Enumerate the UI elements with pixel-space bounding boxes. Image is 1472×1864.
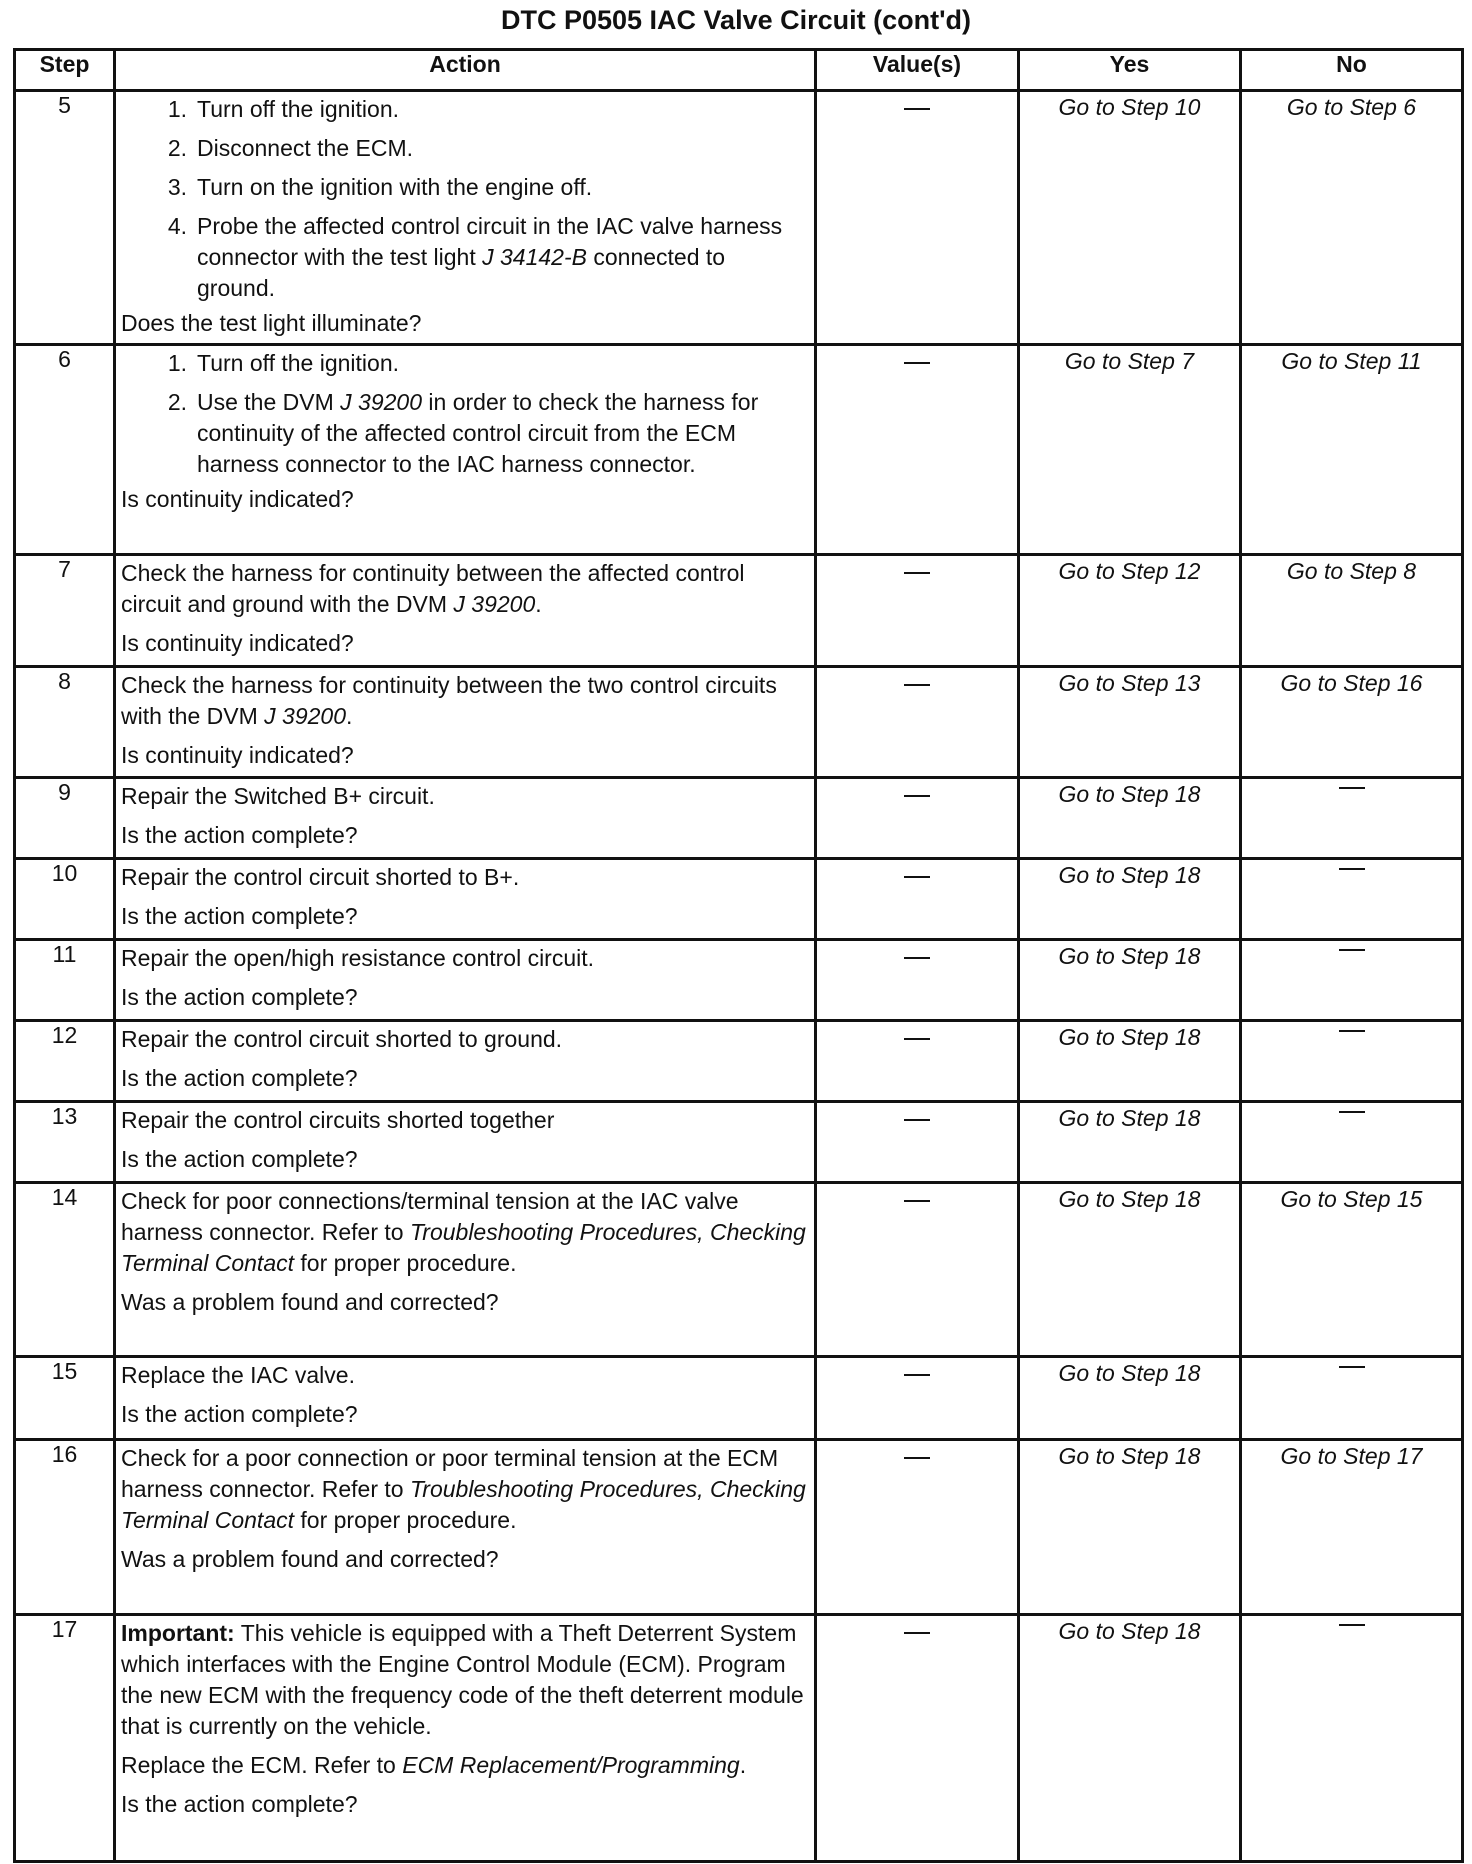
action-text: Repair the Switched B+ circuit.: [121, 783, 435, 809]
yes-goto-link[interactable]: Go to Step 13: [1058, 670, 1201, 696]
action-cell: [115, 1357, 816, 1440]
action-text: Replace the IAC valve.: [121, 1362, 355, 1388]
action-text-tail: for proper procedure.: [294, 1507, 517, 1533]
dash-mark: [904, 876, 930, 878]
table-row: [15, 345, 1463, 555]
dash-mark: [1339, 1111, 1365, 1113]
header-step: Step: [15, 50, 115, 91]
table-row: [15, 1102, 1463, 1183]
question-text: Is the action complete?: [121, 1146, 358, 1172]
question-text: Is continuity indicated?: [121, 742, 354, 768]
question-text: Is the action complete?: [121, 1401, 358, 1427]
no-cell: [1241, 1357, 1463, 1440]
value-cell: [816, 1357, 1019, 1440]
action-text-tail: .: [739, 1752, 747, 1778]
no-cell: [1241, 1440, 1463, 1615]
dash-mark: [904, 684, 930, 686]
action-text: Repair the control circuits shorted together: [121, 1107, 555, 1133]
question-text: Does the test light illuminate?: [121, 310, 422, 336]
question-text: Is the action complete?: [121, 903, 358, 929]
value-cell: [816, 1183, 1019, 1357]
question-text: Is continuity indicated?: [121, 630, 354, 656]
no-cell: [1241, 345, 1463, 555]
yes-goto-link[interactable]: Go to Step 18: [1058, 781, 1201, 807]
dash-mark: [904, 1200, 930, 1202]
no-cell: [1241, 91, 1463, 345]
no-goto-link[interactable]: Go to Step 6: [1286, 94, 1417, 120]
action-text: Repair the control circuit shorted to B+.: [121, 864, 520, 890]
action-cell: [115, 1440, 816, 1615]
yes-cell: [1019, 1615, 1241, 1862]
table-row: [15, 778, 1463, 859]
dash-mark: [904, 795, 930, 797]
tool-reference: J 39200: [453, 591, 536, 617]
dash-mark: [904, 1374, 930, 1376]
question-text: Was a problem found and corrected?: [121, 1546, 499, 1572]
list-item: [121, 133, 808, 164]
action-cell: [115, 555, 816, 667]
yes-cell: [1019, 1183, 1241, 1357]
list-item: [121, 172, 808, 203]
important-note: [121, 1618, 808, 1742]
yes-cell: [1019, 1357, 1241, 1440]
no-goto-link[interactable]: Go to Step 16: [1280, 670, 1423, 696]
yes-goto-link[interactable]: Go to Step 18: [1058, 1024, 1201, 1050]
value-cell: [816, 1021, 1019, 1102]
dash-mark: [904, 362, 930, 364]
value-cell: [816, 940, 1019, 1021]
table-row: [15, 555, 1463, 667]
value-cell: [816, 1615, 1019, 1862]
action-cell: [115, 778, 816, 859]
yes-cell: [1019, 91, 1241, 345]
list-text-tail: in order to check the harness for continuity of the affected control circuit from the ECM harness connector to the IAC harness connector.: [197, 389, 759, 477]
no-cell: [1241, 555, 1463, 667]
step-number: 15: [15, 1357, 115, 1440]
no-goto-link[interactable]: Go to Step 15: [1280, 1186, 1423, 1212]
action-cell: [115, 940, 816, 1021]
page-title: DTC P0505 IAC Valve Circuit (cont'd): [500, 5, 972, 35]
dash-mark: [1339, 1030, 1365, 1032]
question-text: Is the action complete?: [121, 822, 358, 848]
list-text-tail: connected to ground.: [197, 244, 726, 301]
no-goto-link[interactable]: Go to Step 11: [1281, 348, 1422, 374]
dash-mark: [904, 1632, 930, 1634]
action-text: Check for poor connections/terminal tension at the IAC valve harness connector. Refer to: [121, 1188, 739, 1245]
value-cell: [816, 1102, 1019, 1183]
yes-cell: [1019, 778, 1241, 859]
action-cell: [115, 1615, 816, 1862]
table-row: [15, 1357, 1463, 1440]
yes-goto-link[interactable]: Go to Step 18: [1058, 1186, 1201, 1212]
step-number: 9: [15, 778, 115, 859]
yes-goto-link[interactable]: Go to Step 18: [1058, 1443, 1201, 1469]
no-cell: [1241, 1615, 1463, 1862]
list-number: 2.: [167, 389, 187, 415]
action-text: Check for a poor connection or poor terminal tension at the ECM harness connector. Refer to: [121, 1445, 779, 1502]
yes-cell: [1019, 345, 1241, 555]
tool-reference: J 39200: [340, 389, 423, 415]
action-text-tail: for proper procedure.: [294, 1250, 517, 1276]
header-no: No: [1241, 50, 1463, 91]
action-cell: [115, 91, 816, 345]
value-cell: [816, 555, 1019, 667]
no-cell: [1241, 778, 1463, 859]
dash-mark: [904, 1038, 930, 1040]
action-text: Check the harness for continuity between the affected control circuit and ground with the DVM: [121, 560, 745, 617]
list-number: 1.: [167, 96, 187, 122]
no-cell: [1241, 1021, 1463, 1102]
list-number: 2.: [167, 135, 187, 161]
list-text: Use the DVM: [197, 389, 341, 415]
list-text: Turn off the ignition.: [197, 96, 400, 122]
table-row: [15, 1615, 1463, 1862]
diagnostic-table: [13, 48, 1464, 1863]
no-cell: [1241, 667, 1463, 778]
no-cell: [1241, 940, 1463, 1021]
value-cell: [816, 859, 1019, 940]
yes-cell: [1019, 1021, 1241, 1102]
dash-mark: [1339, 868, 1365, 870]
table-row: [15, 1183, 1463, 1357]
question-text: Is continuity indicated?: [121, 486, 354, 512]
yes-goto-link[interactable]: Go to Step 18: [1058, 1618, 1201, 1644]
step-number: 17: [15, 1615, 115, 1862]
action-text: Repair the control circuit shorted to ground.: [121, 1026, 563, 1052]
action-cell: [115, 859, 816, 940]
step-number: 11: [15, 940, 115, 1021]
table-row: [15, 859, 1463, 940]
yes-cell: [1019, 667, 1241, 778]
dash-mark: [904, 957, 930, 959]
step-number: 8: [15, 667, 115, 778]
table-row: [15, 1440, 1463, 1615]
action-text: Repair the open/high resistance control circuit.: [121, 945, 595, 971]
step-number: 14: [15, 1183, 115, 1357]
list-text: Turn off the ignition.: [197, 350, 400, 376]
table-row: [15, 940, 1463, 1021]
step-number: 10: [15, 859, 115, 940]
tool-reference: J 34142-B: [482, 244, 587, 270]
question-text: Is the action complete?: [121, 1065, 358, 1091]
important-label: Important:: [121, 1620, 235, 1646]
list-number: 1.: [167, 350, 187, 376]
value-cell: [816, 91, 1019, 345]
dash-mark: [904, 108, 930, 110]
yes-goto-link[interactable]: Go to Step 7: [1064, 348, 1195, 374]
question-text: Was a problem found and corrected?: [121, 1289, 499, 1315]
action-cell: [115, 1183, 816, 1357]
value-cell: [816, 345, 1019, 555]
list-item: [121, 94, 808, 125]
step-number: 12: [15, 1021, 115, 1102]
dash-mark: [904, 572, 930, 574]
no-cell: [1241, 859, 1463, 940]
action-text-tail: .: [535, 591, 542, 617]
header-action: Action: [115, 50, 816, 91]
question-text: Is the action complete?: [121, 1791, 358, 1817]
table-row: [15, 91, 1463, 345]
yes-goto-link[interactable]: Go to Step 12: [1058, 558, 1201, 584]
important-text: This vehicle is equipped with a Theft Deterrent System which interfaces with the Engine Control Module (ECM). Program the new ECM with the frequency code of the theft deterrent module that is currently on the vehicle.: [121, 1620, 804, 1739]
procedure-reference[interactable]: ECM Replacement/Programming: [402, 1752, 740, 1778]
dash-mark: [1339, 1624, 1365, 1626]
header-value: Value(s): [816, 50, 1019, 91]
dash-mark: [1339, 949, 1365, 951]
no-goto-link[interactable]: Go to Step 17: [1280, 1443, 1423, 1469]
list-item: [121, 211, 808, 304]
procedure-reference[interactable]: Troubleshooting Procedures, Checking Terminal Contact: [121, 1219, 806, 1276]
yes-cell: [1019, 555, 1241, 667]
step-number: 7: [15, 555, 115, 667]
step-number: 6: [15, 345, 115, 555]
yes-goto-link[interactable]: Go to Step 18: [1058, 1360, 1201, 1386]
dash-mark: [904, 1457, 930, 1459]
value-cell: [816, 1440, 1019, 1615]
yes-goto-link[interactable]: Go to Step 10: [1058, 94, 1201, 120]
yes-goto-link[interactable]: Go to Step 18: [1058, 862, 1201, 888]
step-number: 16: [15, 1440, 115, 1615]
list-text: Probe the affected control circuit in the IAC valve harness connector with the test light: [197, 213, 783, 270]
no-goto-link[interactable]: Go to Step 8: [1286, 558, 1417, 584]
dash-mark: [904, 1119, 930, 1121]
yes-cell: [1019, 859, 1241, 940]
yes-cell: [1019, 1102, 1241, 1183]
table-row: [15, 1021, 1463, 1102]
action-text: Replace the ECM. Refer to: [121, 1752, 403, 1778]
list-number: 4.: [167, 213, 187, 239]
header-row: [15, 50, 1463, 91]
action-text-tail: .: [346, 703, 353, 729]
yes-goto-link[interactable]: Go to Step 18: [1058, 1105, 1201, 1131]
action-cell: [115, 1021, 816, 1102]
action-cell: [115, 667, 816, 778]
no-cell: [1241, 1183, 1463, 1357]
value-cell: [816, 667, 1019, 778]
dash-mark: [1339, 1366, 1365, 1368]
yes-cell: [1019, 1440, 1241, 1615]
yes-goto-link[interactable]: Go to Step 18: [1058, 943, 1201, 969]
list-item: [121, 387, 808, 480]
procedure-reference[interactable]: Troubleshooting Procedures, Checking Terminal Contact: [121, 1476, 806, 1533]
yes-cell: [1019, 940, 1241, 1021]
value-cell: [816, 778, 1019, 859]
tool-reference: J 39200: [264, 703, 347, 729]
list-text: Turn on the ignition with the engine off.: [197, 174, 593, 200]
question-text: Is the action complete?: [121, 984, 358, 1010]
step-number: 5: [15, 91, 115, 345]
no-cell: [1241, 1102, 1463, 1183]
action-cell: [115, 1102, 816, 1183]
list-item: [121, 348, 808, 379]
list-number: 3.: [167, 174, 187, 200]
table-row: [15, 667, 1463, 778]
dash-mark: [1339, 787, 1365, 789]
action-text: Check the harness for continuity between the two control circuits with the DVM: [121, 672, 777, 729]
header-yes: Yes: [1019, 50, 1241, 91]
step-number: 13: [15, 1102, 115, 1183]
list-text: Disconnect the ECM.: [197, 135, 414, 161]
action-cell: [115, 345, 816, 555]
